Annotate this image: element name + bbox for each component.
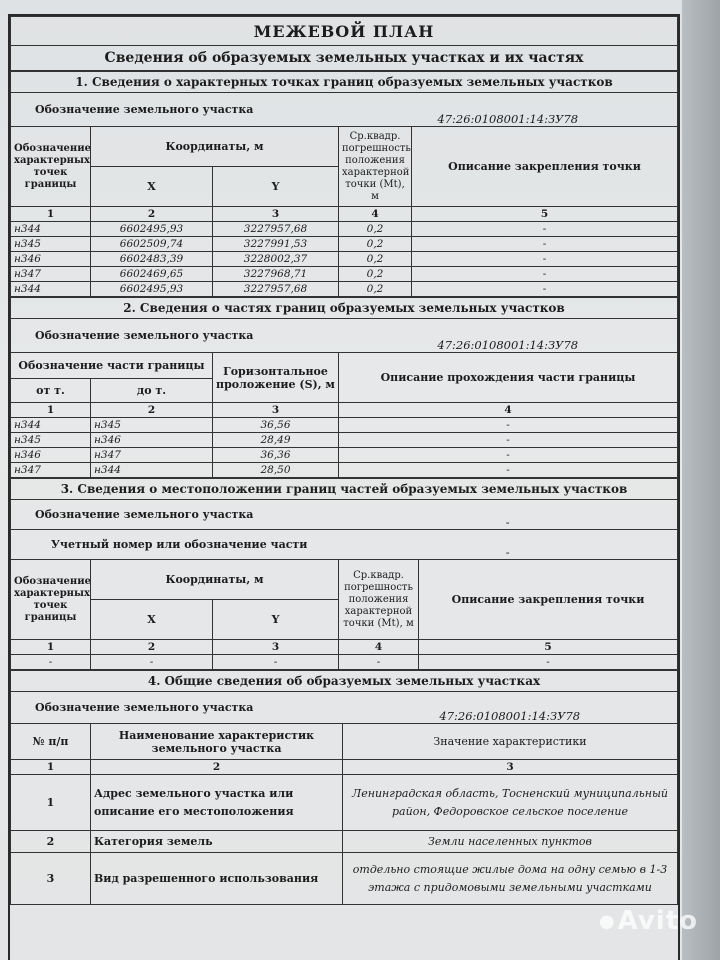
segment-desc: - bbox=[339, 433, 678, 448]
to-point: н346 bbox=[91, 433, 213, 448]
segment-length: 28,49 bbox=[213, 433, 339, 448]
segment-length: 36,36 bbox=[213, 448, 339, 463]
document-title: МЕЖЕВОЙ ПЛАН bbox=[11, 17, 678, 46]
table-row bbox=[11, 237, 678, 252]
section3-col-desc: Описание закрепления точки bbox=[419, 560, 678, 640]
table-row bbox=[11, 448, 678, 463]
characteristic-number: 1 bbox=[11, 775, 91, 831]
section1-col-y: Y bbox=[213, 167, 339, 207]
coord-x: 6602483,39 bbox=[91, 252, 213, 267]
section2-number-row bbox=[11, 403, 678, 418]
table-row bbox=[11, 418, 678, 433]
section1-parcel-label bbox=[11, 93, 339, 127]
from-point: н346 bbox=[11, 448, 91, 463]
section3-table bbox=[10, 478, 678, 670]
section4-parcel-label bbox=[11, 692, 343, 724]
section1-num: 1 bbox=[11, 207, 91, 222]
section4-num: 2 bbox=[91, 760, 343, 775]
table-row bbox=[11, 775, 678, 831]
point-desc: - bbox=[412, 237, 678, 252]
coord-x: 6602509,74 bbox=[91, 237, 213, 252]
section3-number-row bbox=[11, 640, 678, 655]
point-id: н347 bbox=[11, 267, 91, 282]
characteristic-value: отдельно стоящие жилые дома на одну семью в 1-3 этажа с придомовыми земельными участками bbox=[343, 853, 678, 905]
point-desc: - bbox=[412, 252, 678, 267]
section2-num: 2 bbox=[91, 403, 213, 418]
section4-table bbox=[10, 670, 678, 905]
table-row bbox=[11, 853, 678, 905]
watermark-text: Avito bbox=[617, 906, 698, 936]
point-error: 0,2 bbox=[339, 267, 412, 282]
from-point: н347 bbox=[11, 463, 91, 478]
header-table bbox=[10, 16, 678, 71]
point-id: н344 bbox=[11, 222, 91, 237]
coord-x: - bbox=[91, 655, 213, 670]
characteristic-number: 3 bbox=[11, 853, 91, 905]
characteristic-name: Категория земель bbox=[91, 831, 343, 853]
section4-parcel-value: 47:26:0108001:14:ЗУ78 bbox=[343, 692, 678, 724]
section4-col-num: № п/п bbox=[11, 724, 91, 760]
section3-account-label bbox=[11, 530, 339, 560]
table-row bbox=[11, 267, 678, 282]
segment-desc: - bbox=[339, 463, 678, 478]
section1-col-x: X bbox=[91, 167, 213, 207]
section2-col-to: до т. bbox=[91, 379, 213, 403]
document-subtitle: Сведения об образуемых земельных участках и их частях bbox=[11, 46, 678, 71]
section4-num: 3 bbox=[343, 760, 678, 775]
watermark-logo bbox=[599, 906, 698, 936]
section3-num: 5 bbox=[419, 640, 678, 655]
to-point: н345 bbox=[91, 418, 213, 433]
point-id: н345 bbox=[11, 237, 91, 252]
point-error: 0,2 bbox=[339, 282, 412, 297]
section1-num: 4 bbox=[339, 207, 412, 222]
section3-col-x: X bbox=[91, 600, 213, 640]
section3-parcel-label-text: Обозначение земельного участка bbox=[35, 507, 254, 521]
characteristic-value: Ленинградская область, Тосненский муниципальный район, Федоровское сельское поселение bbox=[343, 775, 678, 831]
point-desc: - bbox=[412, 267, 678, 282]
section2-num: 1 bbox=[11, 403, 91, 418]
table-row bbox=[11, 252, 678, 267]
section3-num: 3 bbox=[213, 640, 339, 655]
characteristic-name: Вид разрешенного использования bbox=[91, 853, 343, 905]
section3-account-label-text: Учетный номер или обозначение части bbox=[51, 537, 308, 551]
section4-parcel-label-text: Обозначение земельного участка bbox=[35, 700, 254, 714]
characteristic-number: 2 bbox=[11, 831, 91, 853]
section1-parcel-label-text: Обозначение земельного участка bbox=[35, 102, 254, 116]
section4-col-value: Значение характеристики bbox=[343, 724, 678, 760]
section3-num: 1 bbox=[11, 640, 91, 655]
section3-title: 3. Сведения о местоположении границ частей образуемых земельных участков bbox=[11, 479, 678, 500]
from-point: н345 bbox=[11, 433, 91, 448]
coord-x: 6602469,65 bbox=[91, 267, 213, 282]
section4-num: 1 bbox=[11, 760, 91, 775]
section1-col-desc: Описание закрепления точки bbox=[412, 127, 678, 207]
point-id: н346 bbox=[11, 252, 91, 267]
coord-y: 3227957,68 bbox=[213, 282, 339, 297]
to-point: н347 bbox=[91, 448, 213, 463]
point-id: - bbox=[11, 655, 91, 670]
section2-table bbox=[10, 297, 678, 478]
section4-col-name: Наименование характеристик земельного участка bbox=[91, 724, 343, 760]
section3-num: 2 bbox=[91, 640, 213, 655]
page-edge-background bbox=[682, 0, 720, 960]
table-row bbox=[11, 222, 678, 237]
point-desc: - bbox=[412, 282, 678, 297]
point-desc: - bbox=[419, 655, 678, 670]
table-row bbox=[11, 433, 678, 448]
section1-title: 1. Сведения о характерных точках границ образуемых земельных участков bbox=[11, 72, 678, 93]
section1-num: 3 bbox=[213, 207, 339, 222]
section1-table bbox=[10, 71, 678, 297]
section2-parcel-value: 47:26:0108001:14:ЗУ78 bbox=[339, 319, 678, 353]
section2-col-length: Горизонтальное проложение (S), м bbox=[213, 353, 339, 403]
boundary-plan-form bbox=[8, 14, 680, 960]
table-row bbox=[11, 655, 678, 670]
point-desc: - bbox=[412, 222, 678, 237]
coord-y: 3227968,71 bbox=[213, 267, 339, 282]
section3-col-coords: Координаты, м bbox=[91, 560, 339, 600]
section2-num: 4 bbox=[339, 403, 678, 418]
coord-y: - bbox=[213, 655, 339, 670]
point-error: 0,2 bbox=[339, 252, 412, 267]
section1-num: 5 bbox=[412, 207, 678, 222]
section2-col-part: Обозначение части границы bbox=[11, 353, 213, 379]
coord-x: 6602495,93 bbox=[91, 282, 213, 297]
table-row bbox=[11, 831, 678, 853]
section3-col-point: Обозначение характерных точек границы bbox=[11, 560, 91, 640]
point-error: - bbox=[339, 655, 419, 670]
characteristic-name: Адрес земельного участка или описание его местоположения bbox=[91, 775, 343, 831]
section2-title: 2. Сведения о частях границ образуемых земельных участков bbox=[11, 298, 678, 319]
section3-account-value: - bbox=[339, 530, 678, 560]
section4-number-row bbox=[11, 760, 678, 775]
section3-num: 4 bbox=[339, 640, 419, 655]
section3-col-error: Ср.квадр. погрешность положения характерной точки (Mt), м bbox=[339, 560, 419, 640]
characteristic-value: Земли населенных пунктов bbox=[343, 831, 678, 853]
section4-title: 4. Общие сведения об образуемых земельных участках bbox=[11, 671, 678, 692]
table-row bbox=[11, 282, 678, 297]
watermark-dots-icon: ● bbox=[598, 911, 616, 932]
section1-num: 2 bbox=[91, 207, 213, 222]
coord-y: 3228002,37 bbox=[213, 252, 339, 267]
point-error: 0,2 bbox=[339, 222, 412, 237]
section3-parcel-value: - bbox=[339, 500, 678, 530]
section3-col-y: Y bbox=[213, 600, 339, 640]
section1-number-row bbox=[11, 207, 678, 222]
to-point: н344 bbox=[91, 463, 213, 478]
section2-col-desc: Описание прохождения части границы bbox=[339, 353, 678, 403]
section2-col-from: от т. bbox=[11, 379, 91, 403]
coord-y: 3227991,53 bbox=[213, 237, 339, 252]
section1-col-coords: Координаты, м bbox=[91, 127, 339, 167]
segment-desc: - bbox=[339, 448, 678, 463]
coord-y: 3227957,68 bbox=[213, 222, 339, 237]
from-point: н344 bbox=[11, 418, 91, 433]
coord-x: 6602495,93 bbox=[91, 222, 213, 237]
point-id: н344 bbox=[11, 282, 91, 297]
section2-parcel-label bbox=[11, 319, 339, 353]
section1-col-error: Ср.квадр. погрешность положения характерной точки (Mt), м bbox=[339, 127, 412, 207]
section1-parcel-value: 47:26:0108001:14:ЗУ78 bbox=[339, 93, 678, 127]
segment-desc: - bbox=[339, 418, 678, 433]
table-row bbox=[11, 463, 678, 478]
segment-length: 36,56 bbox=[213, 418, 339, 433]
section2-parcel-label-text: Обозначение земельного участка bbox=[35, 328, 254, 342]
segment-length: 28,50 bbox=[213, 463, 339, 478]
section2-num: 3 bbox=[213, 403, 339, 418]
section3-parcel-label bbox=[11, 500, 339, 530]
point-error: 0,2 bbox=[339, 237, 412, 252]
section1-col-point: Обозначение характерных точек границы bbox=[11, 127, 91, 207]
